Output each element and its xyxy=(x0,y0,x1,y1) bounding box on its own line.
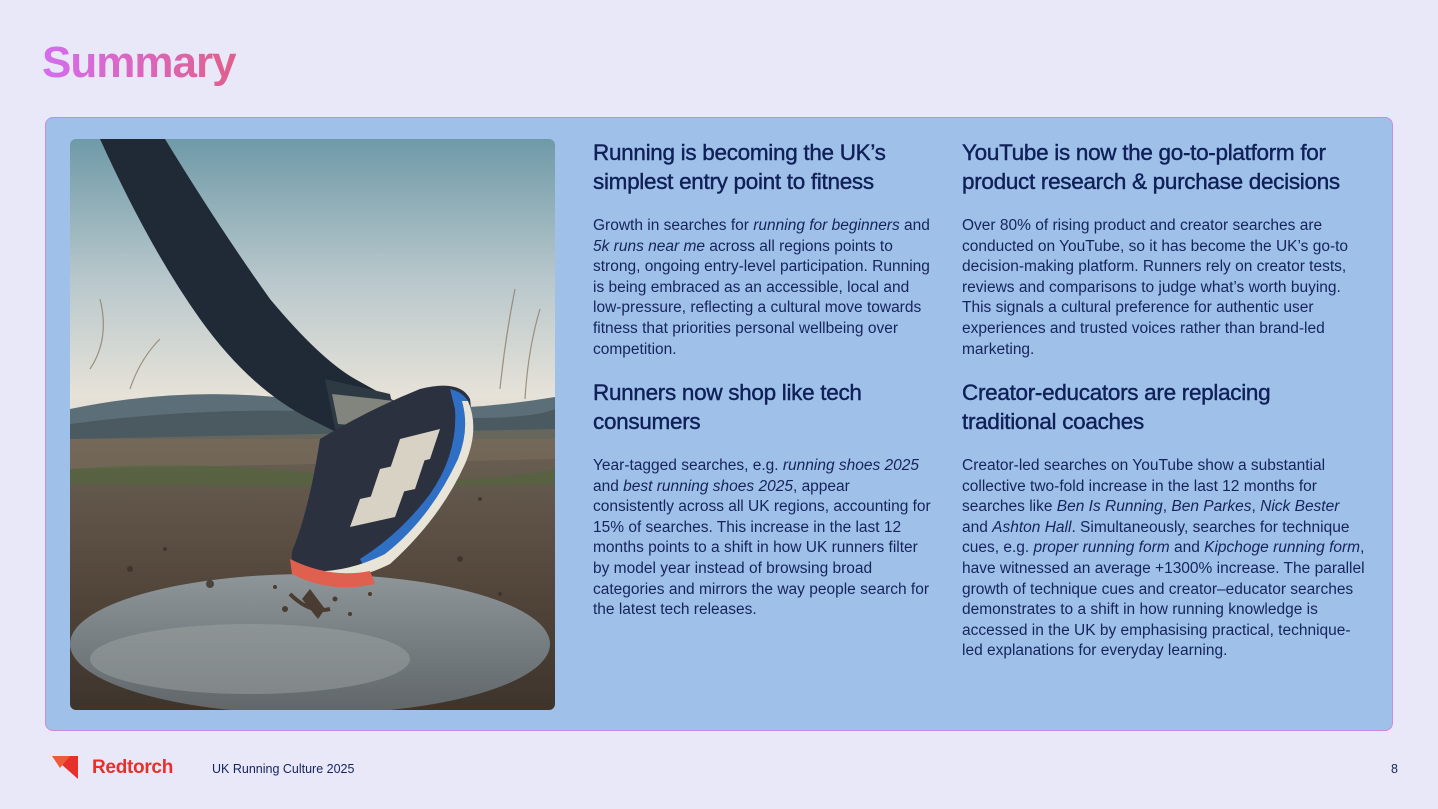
section-runners-shop-like-tech xyxy=(593,378,933,621)
section-body xyxy=(962,456,1367,662)
summary-panel xyxy=(45,117,1393,731)
body-text-run: Year-tagged searches, e.g. xyxy=(593,457,783,474)
body-text-run: , xyxy=(1251,498,1261,516)
section-heading: YouTube is now the go-to-platform for product research & purchase decisions xyxy=(962,140,1340,194)
section-heading: Running is becoming the UK’s simplest entry point to fitness xyxy=(593,140,886,194)
page-number: 8 xyxy=(1391,762,1398,776)
footer-brand: Redtorch xyxy=(92,757,173,778)
body-text-run: , have witnessed an average +1300% increase. The parallel growth of technique cues and creator–educator searches demonstrates to a shift in how running knowledge is accessed in the UK by emphasising practical, technique-led explanations for everyday learning. xyxy=(962,539,1365,660)
italic-term: Ashton Hall xyxy=(992,518,1072,536)
body-text-run: Over 80% of rising product and creator searches are conducted on YouTube, so it has become the UK’s go-to decision-making platform. Runners rely on creator tests, reviews and comparisons to judge what’s worth buying. This signals a cultural preference for authentic user experiences and trusted voices rather than brand-led marketing. xyxy=(962,217,1349,358)
footer-report-title: UK Running Culture 2025 xyxy=(212,762,355,776)
body-text-run: and xyxy=(593,477,624,495)
italic-term: running for beginners xyxy=(753,217,900,234)
italic-term: 5k runs near me xyxy=(593,237,705,255)
italic-term: running shoes 2025 xyxy=(782,457,920,474)
body-text-run: and xyxy=(899,217,930,234)
italic-term: best running shoes 2025 xyxy=(623,477,793,495)
section-youtube-go-to-platform xyxy=(962,138,1367,360)
body-text-run: and xyxy=(1169,539,1205,557)
body-text-run: across all regions points to strong, ongoing entry-level participation. Running is being embraced as an accessible, local and low-pressure, reflecting a cultural move towards fitness that priorities personal wellbeing over competition. xyxy=(593,237,930,358)
runner-photo-illustration xyxy=(70,139,555,710)
italic-term: Ben Is Running xyxy=(1056,498,1163,516)
runner-photo xyxy=(70,139,555,710)
section-body xyxy=(593,216,933,360)
section-creator-educators xyxy=(962,378,1367,662)
italic-term: Ben Parkes xyxy=(1171,498,1252,516)
body-text-run: Creator-led searches on YouTube show a substantial collective two-fold increase in the last 12 months for searches like xyxy=(962,457,1326,516)
italic-term: Nick Bester xyxy=(1260,498,1340,516)
italic-term: Kipchoge running form xyxy=(1204,539,1361,557)
section-running-entry-point xyxy=(593,138,933,360)
redtorch-logo-icon xyxy=(52,756,78,779)
section-heading: Creator-educators are replacing traditional coaches xyxy=(962,380,1271,434)
section-heading: Runners now shop like tech consumers xyxy=(593,380,862,434)
italic-term: proper running form xyxy=(1033,539,1170,557)
body-text-run: Growth in searches for xyxy=(593,217,754,234)
body-text-run: . Simultaneously, searches for technique cues, e.g. xyxy=(962,518,1350,557)
body-text-run: and xyxy=(962,518,993,536)
body-text-run: , appear consistently across all UK regions, accounting for 15% of searches. This increase in the last 12 months points to a shift in how UK runners filter by model year instead of browsing broad categories and mirrors the way people search for the latest tech releases. xyxy=(593,477,931,619)
section-body xyxy=(593,456,933,621)
section-body xyxy=(962,216,1367,360)
body-text-run: , xyxy=(1162,498,1172,516)
page-title: Summary xyxy=(42,38,236,87)
